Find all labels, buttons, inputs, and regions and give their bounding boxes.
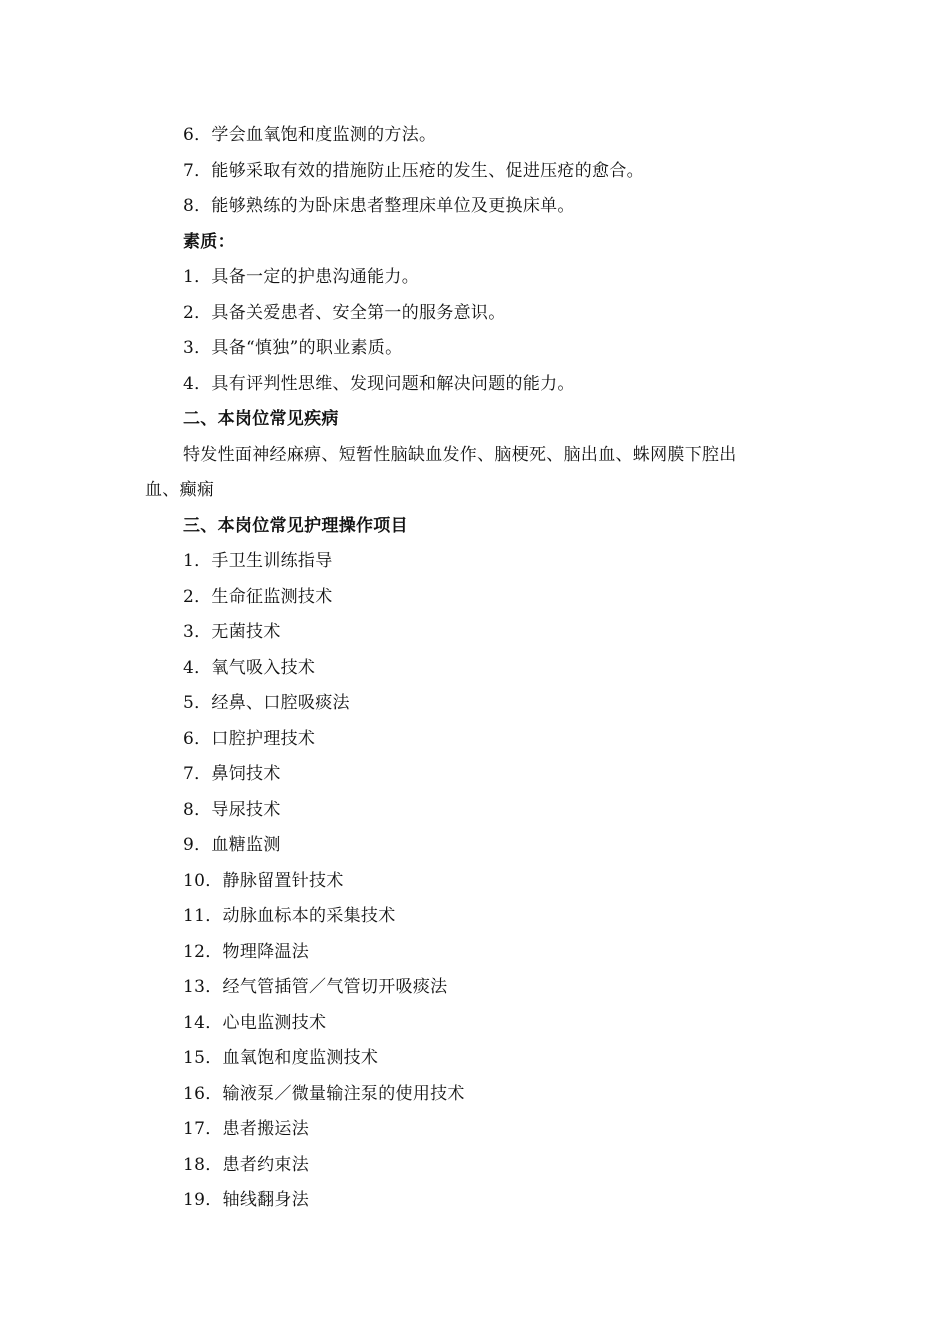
quality-heading: 素质： [183,231,235,252]
procedure-item-15: 15．血氧饱和度监测技术 [183,1048,379,1068]
quality-item-3: 3．具备“慎独”的职业素质。 [183,338,403,358]
procedure-item-17: 17．患者搬运法 [183,1119,310,1139]
procedure-item-16: 16．输液泵／微量输注泵的使用技术 [183,1083,465,1104]
procedure-item-5: 5．经鼻、口腔吸痰法 [183,693,350,713]
section-heading-nursing-procedures: 三、本岗位常见护理操作项目 [183,515,408,536]
procedure-item-18: 18．患者约束法 [183,1154,310,1175]
common-diseases-text-line2: 血、癫痫 [145,480,215,500]
procedure-item-9: 9．血糖监测 [183,835,281,855]
procedure-item-2: 2．生命征监测技术 [183,586,333,607]
quality-item-4: 4．具有评判性思维、发现问题和解决问题的能力。 [183,373,575,394]
common-diseases-text-line1: 特发性面神经麻痹、短暂性脑缺血发作、脑梗死、脑出血、蛛网膜下腔出 [183,444,737,465]
procedure-item-12: 12．物理降温法 [183,941,310,962]
procedure-item-8: 8．导尿技术 [183,799,281,820]
skill-item-7: 7．能够采取有效的措施防止压疮的发生、促进压疮的愈合。 [183,160,644,181]
document-body [145,118,815,1219]
skill-item-8: 8．能够熟练的为卧床患者整理床单位及更换床单。 [183,196,575,216]
procedure-item-19: 19．轴线翻身法 [183,1190,310,1210]
procedure-item-1: 1．手卫生训练指导 [183,551,333,571]
procedure-item-7: 7．鼻饲技术 [183,764,281,784]
procedure-item-14: 14．心电监测技术 [183,1012,327,1033]
procedure-item-4: 4．氧气吸入技术 [183,657,316,678]
procedure-item-3: 3．无菌技术 [183,622,281,642]
quality-item-2: 2．具备关爱患者、安全第一的服务意识。 [183,302,506,323]
procedure-item-13: 13．经气管插管／气管切开吸痰法 [183,977,448,997]
skill-item-6: 6．学会血氧饱和度监测的方法。 [183,125,437,145]
procedure-item-10: 10．静脉留置针技术 [183,870,344,891]
procedure-item-11: 11．动脉血标本的采集技术 [183,906,396,926]
section-heading-common-diseases: 二、本岗位常见疾病 [183,409,339,429]
procedure-item-6: 6．口腔护理技术 [183,728,316,749]
quality-item-1: 1．具备一定的护患沟通能力。 [183,267,420,287]
